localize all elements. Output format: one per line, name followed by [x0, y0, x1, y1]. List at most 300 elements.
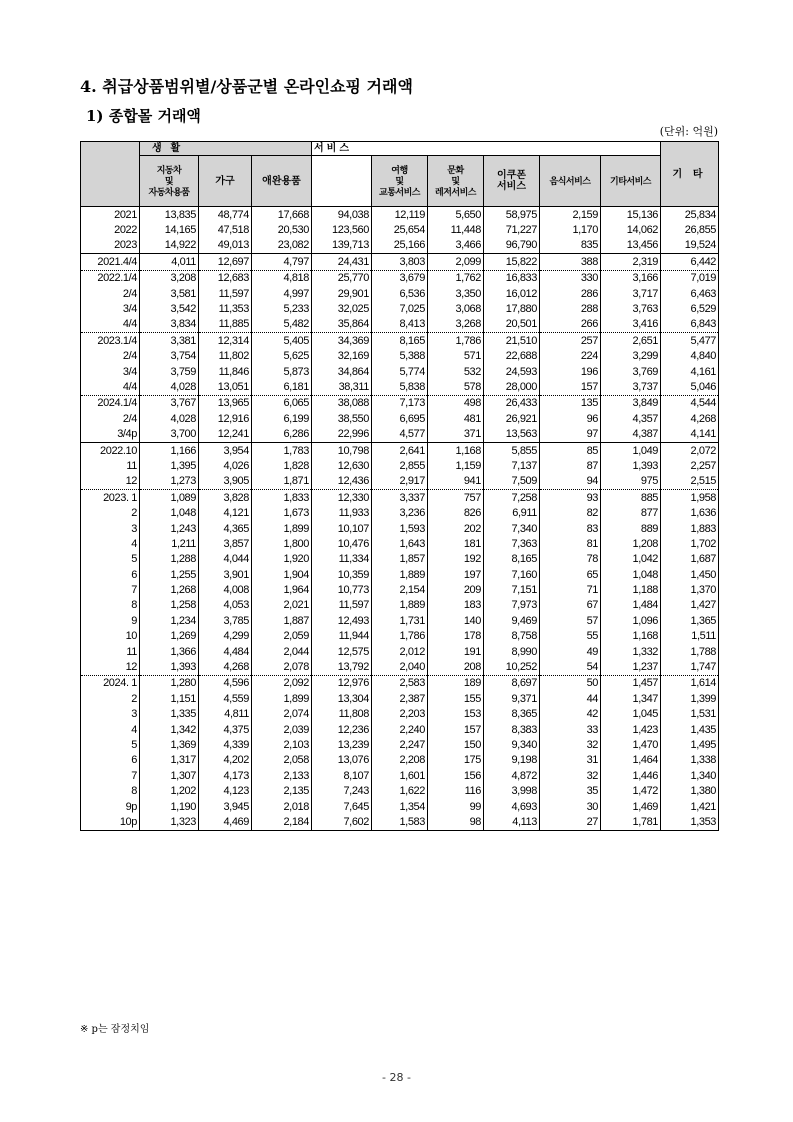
- table-cell: 1,151: [140, 691, 199, 706]
- table-cell: 10,798: [312, 442, 372, 458]
- table-cell: 4,577: [372, 426, 428, 442]
- table-cell: 1,332: [601, 644, 661, 659]
- table-cell: 3,068: [428, 301, 484, 316]
- table-cell: 3,945: [199, 799, 252, 814]
- table-row: [81, 349, 719, 364]
- table-cell: 139,713: [312, 238, 372, 254]
- table-cell: 1,781: [601, 814, 661, 830]
- row-label: 3/4: [81, 301, 140, 316]
- table-cell: 4,202: [199, 753, 252, 768]
- transaction-table: [80, 141, 719, 831]
- table-cell: 71: [540, 582, 601, 597]
- table-cell: 4,141: [661, 426, 719, 442]
- table-cell: 7,019: [661, 270, 719, 286]
- table-cell: 11,885: [199, 317, 252, 333]
- table-cell: 1,472: [601, 783, 661, 798]
- table-cell: 191: [428, 644, 484, 659]
- table-cell: 1,495: [661, 737, 719, 752]
- table-cell: 4,299: [199, 629, 252, 644]
- table-cell: 192: [428, 552, 484, 567]
- table-cell: 7,151: [484, 582, 540, 597]
- table-cell: 25,834: [661, 207, 719, 223]
- table-cell: 6,199: [252, 411, 312, 426]
- page-number: - 28 -: [382, 1071, 411, 1084]
- table-cell: 1,335: [140, 707, 199, 722]
- section-heading: 4. 취급상품범위별/상품군별 온라인쇼핑 거래액: [80, 77, 413, 96]
- table-cell: 1,340: [661, 768, 719, 783]
- table-cell: 7,160: [484, 567, 540, 582]
- table-cell: 12,119: [372, 207, 428, 223]
- table-cell: 38,088: [312, 395, 372, 411]
- table-cell: 1,731: [372, 613, 428, 628]
- table-cell: 2,074: [252, 707, 312, 722]
- table-row: [81, 567, 719, 582]
- table-cell: 4,797: [252, 254, 312, 270]
- row-label: 2/4: [81, 349, 140, 364]
- row-label: 2/4: [81, 411, 140, 426]
- table-cell: 330: [540, 270, 601, 286]
- table-cell: 11,846: [199, 364, 252, 379]
- table-cell: 12,697: [199, 254, 252, 270]
- table-cell: 5,388: [372, 349, 428, 364]
- table-row: [81, 799, 719, 814]
- table-cell: 9,469: [484, 613, 540, 628]
- table-cell: 6,695: [372, 411, 428, 426]
- table-cell: 25,770: [312, 270, 372, 286]
- table-cell: 2,257: [661, 458, 719, 473]
- table-cell: 498: [428, 395, 484, 411]
- table-cell: 2,855: [372, 458, 428, 473]
- table-row: [81, 521, 719, 536]
- table-cell: 4,840: [661, 349, 719, 364]
- col-header-ecoupon: 이쿠폰 서비스: [484, 156, 540, 207]
- table-cell: 38,311: [312, 379, 372, 395]
- col-header-culture: 문화 및 레저서비스: [428, 156, 484, 207]
- subsection-heading: 1) 종합몰 거래액: [86, 107, 201, 125]
- table-cell: 4,173: [199, 768, 252, 783]
- table-cell: 4,044: [199, 552, 252, 567]
- table-cell: 12,916: [199, 411, 252, 426]
- table-cell: 175: [428, 753, 484, 768]
- col-header-furniture: 가구: [199, 156, 252, 207]
- row-label: 9p: [81, 799, 140, 814]
- table-row: [81, 286, 719, 301]
- col-header-pet: 애완용품: [252, 156, 312, 207]
- row-label: 6: [81, 567, 140, 582]
- table-cell: 1,469: [601, 799, 661, 814]
- table-cell: 4,339: [199, 737, 252, 752]
- table-cell: 1,168: [601, 629, 661, 644]
- table-cell: 4,997: [252, 286, 312, 301]
- table-cell: 1,188: [601, 582, 661, 597]
- table-cell: 4,872: [484, 768, 540, 783]
- row-label: 11: [81, 458, 140, 473]
- table-cell: 78: [540, 552, 601, 567]
- table-cell: 1,393: [140, 659, 199, 675]
- table-cell: 3,998: [484, 783, 540, 798]
- table-cell: 571: [428, 349, 484, 364]
- row-label: 2021.4/4: [81, 254, 140, 270]
- row-label: 5: [81, 552, 140, 567]
- table-cell: 11,944: [312, 629, 372, 644]
- table-cell: 14,922: [140, 238, 199, 254]
- table-row: [81, 254, 719, 270]
- table-cell: 224: [540, 349, 601, 364]
- table-cell: 49,013: [199, 238, 252, 254]
- table-cell: 150: [428, 737, 484, 752]
- table-cell: 8,990: [484, 644, 540, 659]
- unit-label: (단위: 억원): [659, 125, 718, 138]
- table-row: [81, 270, 719, 286]
- table-cell: 1,421: [661, 799, 719, 814]
- table-cell: 13,456: [601, 238, 661, 254]
- table-cell: 10,107: [312, 521, 372, 536]
- table-cell: 1,166: [140, 442, 199, 458]
- table-cell: 14,062: [601, 222, 661, 237]
- row-label: 2023.1/4: [81, 333, 140, 349]
- table-cell: 3,785: [199, 613, 252, 628]
- table-cell: 1,833: [252, 490, 312, 506]
- table-cell: 885: [601, 490, 661, 506]
- table-cell: 1,048: [601, 567, 661, 582]
- table-cell: 87: [540, 458, 601, 473]
- table-cell: 1,747: [661, 659, 719, 675]
- table-cell: 135: [540, 395, 601, 411]
- table-cell: 1,889: [372, 598, 428, 613]
- table-cell: 4,028: [140, 379, 199, 395]
- table-cell: 13,076: [312, 753, 372, 768]
- table-cell: 1,354: [372, 799, 428, 814]
- table-cell: 13,051: [199, 379, 252, 395]
- table-cell: 1,268: [140, 582, 199, 597]
- table-cell: 34,369: [312, 333, 372, 349]
- table-cell: 4,811: [199, 707, 252, 722]
- row-label: 8: [81, 783, 140, 798]
- table-cell: 25,166: [372, 238, 428, 254]
- table-cell: 116: [428, 783, 484, 798]
- table-cell: 29,901: [312, 286, 372, 301]
- table-cell: 1,783: [252, 442, 312, 458]
- table-body: [81, 207, 719, 831]
- table-cell: 2,135: [252, 783, 312, 798]
- table-cell: 4,387: [601, 426, 661, 442]
- table-cell: 32,025: [312, 301, 372, 316]
- table-cell: 578: [428, 379, 484, 395]
- table-cell: 10,773: [312, 582, 372, 597]
- table-cell: 1,762: [428, 270, 484, 286]
- row-label: 5: [81, 737, 140, 752]
- table-cell: 6,442: [661, 254, 719, 270]
- table-cell: 197: [428, 567, 484, 582]
- table-cell: 1,702: [661, 536, 719, 551]
- table-cell: 49: [540, 644, 601, 659]
- table-cell: 877: [601, 505, 661, 520]
- table-cell: 1,464: [601, 753, 661, 768]
- table-cell: 209: [428, 582, 484, 597]
- table-cell: 5,405: [252, 333, 312, 349]
- table-cell: 2,515: [661, 474, 719, 490]
- table-cell: 2,012: [372, 644, 428, 659]
- table-cell: 32: [540, 737, 601, 752]
- table-cell: 371: [428, 426, 484, 442]
- table-cell: 4,469: [199, 814, 252, 830]
- row-label: 4/4: [81, 379, 140, 395]
- table-cell: 38,550: [312, 411, 372, 426]
- table-cell: 1,045: [601, 707, 661, 722]
- table-cell: 4,161: [661, 364, 719, 379]
- table-cell: 155: [428, 691, 484, 706]
- table-cell: 157: [428, 722, 484, 737]
- table-cell: 35: [540, 783, 601, 798]
- table-cell: 11,334: [312, 552, 372, 567]
- table-cell: 44: [540, 691, 601, 706]
- row-label: 9: [81, 613, 140, 628]
- table-row: [81, 629, 719, 644]
- table-cell: 11,802: [199, 349, 252, 364]
- table-cell: 10,359: [312, 567, 372, 582]
- table-cell: 96,790: [484, 238, 540, 254]
- table-cell: 1,883: [661, 521, 719, 536]
- table-cell: 9,340: [484, 737, 540, 752]
- col-header-travel: 여행 및 교통서비스: [372, 156, 428, 207]
- table-cell: 1,673: [252, 505, 312, 520]
- table-cell: 1,370: [661, 582, 719, 597]
- group-header-living: 생 활: [140, 142, 312, 156]
- table-cell: 26,433: [484, 395, 540, 411]
- table-cell: 3,581: [140, 286, 199, 301]
- table-cell: 6,529: [661, 301, 719, 316]
- table-cell: 3,350: [428, 286, 484, 301]
- table-cell: 1,800: [252, 536, 312, 551]
- table-cell: 1,048: [140, 505, 199, 520]
- table-cell: 23,082: [252, 238, 312, 254]
- table-cell: 1,342: [140, 722, 199, 737]
- table-cell: 1,049: [601, 442, 661, 458]
- row-label: 4: [81, 722, 140, 737]
- table-row: [81, 364, 719, 379]
- table-cell: 11,933: [312, 505, 372, 520]
- table-cell: 71,227: [484, 222, 540, 237]
- table-cell: 4,544: [661, 395, 719, 411]
- table-cell: 2,103: [252, 737, 312, 752]
- table-cell: 8,413: [372, 317, 428, 333]
- table-cell: 26,855: [661, 222, 719, 237]
- table-cell: 99: [428, 799, 484, 814]
- table-cell: 4,123: [199, 783, 252, 798]
- table-cell: 2,133: [252, 768, 312, 783]
- table-cell: 94,038: [312, 207, 372, 223]
- table-cell: 1,457: [601, 675, 661, 691]
- table-cell: 6,065: [252, 395, 312, 411]
- table-cell: 32,169: [312, 349, 372, 364]
- table-cell: 1,393: [601, 458, 661, 473]
- table-cell: 10,252: [484, 659, 540, 675]
- table-cell: 2,203: [372, 707, 428, 722]
- table-cell: 3,901: [199, 567, 252, 582]
- table-cell: 1,622: [372, 783, 428, 798]
- row-label: 2024.1/4: [81, 395, 140, 411]
- table-cell: 1,159: [428, 458, 484, 473]
- table-cell: 12,976: [312, 675, 372, 691]
- table-cell: 1,211: [140, 536, 199, 551]
- table-cell: 2,651: [601, 333, 661, 349]
- row-label: 2: [81, 505, 140, 520]
- table-cell: 835: [540, 238, 601, 254]
- table-cell: 3,466: [428, 238, 484, 254]
- table-cell: 286: [540, 286, 601, 301]
- table-cell: 196: [540, 364, 601, 379]
- table-cell: 181: [428, 536, 484, 551]
- table-cell: 6,181: [252, 379, 312, 395]
- table-cell: 941: [428, 474, 484, 490]
- table-cell: 5,873: [252, 364, 312, 379]
- table-row: [81, 395, 719, 411]
- table-cell: 2,917: [372, 474, 428, 490]
- row-label: 12: [81, 659, 140, 675]
- table-cell: 6,536: [372, 286, 428, 301]
- table-cell: 12,330: [312, 490, 372, 506]
- table-cell: 31: [540, 753, 601, 768]
- table-cell: 13,304: [312, 691, 372, 706]
- table-cell: 288: [540, 301, 601, 316]
- table-cell: 10,476: [312, 536, 372, 551]
- table-cell: 48,774: [199, 207, 252, 223]
- table-cell: 140: [428, 613, 484, 628]
- table-row: [81, 644, 719, 659]
- table-cell: 1,042: [601, 552, 661, 567]
- table-cell: 3,299: [601, 349, 661, 364]
- table-cell: 7,602: [312, 814, 372, 830]
- table-cell: 7,025: [372, 301, 428, 316]
- table-cell: 3,763: [601, 301, 661, 316]
- row-label: 3: [81, 707, 140, 722]
- table-cell: 2,208: [372, 753, 428, 768]
- table-cell: 35,864: [312, 317, 372, 333]
- table-cell: 13,563: [484, 426, 540, 442]
- table-cell: 20,501: [484, 317, 540, 333]
- table-cell: 7,173: [372, 395, 428, 411]
- table-cell: 1,643: [372, 536, 428, 551]
- table-cell: 183: [428, 598, 484, 613]
- table-cell: 13,792: [312, 659, 372, 675]
- table-cell: 156: [428, 768, 484, 783]
- table-cell: 8,697: [484, 675, 540, 691]
- table-cell: 34,864: [312, 364, 372, 379]
- header-corner: [81, 142, 140, 207]
- table-cell: 1,243: [140, 521, 199, 536]
- row-label: 2023. 1: [81, 490, 140, 506]
- table-cell: 4,008: [199, 582, 252, 597]
- table-row: [81, 582, 719, 597]
- table-cell: 8,107: [312, 768, 372, 783]
- table-cell: 7,363: [484, 536, 540, 551]
- table-row: [81, 490, 719, 506]
- table-cell: 9,371: [484, 691, 540, 706]
- table-cell: 12,575: [312, 644, 372, 659]
- table-cell: 1,889: [372, 567, 428, 582]
- table-cell: 4,818: [252, 270, 312, 286]
- row-label: 7: [81, 582, 140, 597]
- table-row: [81, 505, 719, 520]
- table-cell: 30: [540, 799, 601, 814]
- table-cell: 14,165: [140, 222, 199, 237]
- table-cell: 96: [540, 411, 601, 426]
- table-cell: 57: [540, 613, 601, 628]
- table-cell: 3,542: [140, 301, 199, 316]
- table-cell: 2,240: [372, 722, 428, 737]
- table-cell: 1,366: [140, 644, 199, 659]
- table-row: [81, 737, 719, 752]
- table-cell: 58,975: [484, 207, 540, 223]
- table-cell: 16,012: [484, 286, 540, 301]
- table-cell: 98: [428, 814, 484, 830]
- table-cell: 8,758: [484, 629, 540, 644]
- table-cell: 19,524: [661, 238, 719, 254]
- table-cell: 2,059: [252, 629, 312, 644]
- table-cell: 4,357: [601, 411, 661, 426]
- table-cell: 153: [428, 707, 484, 722]
- table-cell: 5,477: [661, 333, 719, 349]
- table-cell: 28,000: [484, 379, 540, 395]
- table-cell: 3,166: [601, 270, 661, 286]
- table-cell: 4,011: [140, 254, 199, 270]
- row-label: 8: [81, 598, 140, 613]
- row-label: 2023: [81, 238, 140, 254]
- table-row: [81, 814, 719, 830]
- table-row: [81, 379, 719, 395]
- table-cell: 27: [540, 814, 601, 830]
- table-cell: 4,596: [199, 675, 252, 691]
- table-cell: 1,871: [252, 474, 312, 490]
- table-cell: 3,236: [372, 505, 428, 520]
- table-cell: 83: [540, 521, 601, 536]
- table-cell: 3,717: [601, 286, 661, 301]
- table-cell: 3,857: [199, 536, 252, 551]
- table-row: [81, 768, 719, 783]
- table-cell: 1,096: [601, 613, 661, 628]
- table-cell: 1,280: [140, 675, 199, 691]
- table-cell: 2,583: [372, 675, 428, 691]
- table-row: [81, 536, 719, 551]
- table-row: [81, 207, 719, 223]
- row-label: 6: [81, 753, 140, 768]
- table-cell: 11,597: [199, 286, 252, 301]
- table-cell: 1,234: [140, 613, 199, 628]
- table-cell: 1,435: [661, 722, 719, 737]
- table-row: [81, 442, 719, 458]
- table-cell: 22,688: [484, 349, 540, 364]
- table-cell: 5,774: [372, 364, 428, 379]
- table-cell: 11,808: [312, 707, 372, 722]
- table-cell: 1,237: [601, 659, 661, 675]
- row-label: 10p: [81, 814, 140, 830]
- table-cell: 5,482: [252, 317, 312, 333]
- table-cell: 5,650: [428, 207, 484, 223]
- table-cell: 3,834: [140, 317, 199, 333]
- table-cell: 1,687: [661, 552, 719, 567]
- table-cell: 1,208: [601, 536, 661, 551]
- table-cell: 3,767: [140, 395, 199, 411]
- table-cell: 4,026: [199, 458, 252, 473]
- table-cell: 1,583: [372, 814, 428, 830]
- table-cell: 3,737: [601, 379, 661, 395]
- table-cell: 3,905: [199, 474, 252, 490]
- table-cell: 1,395: [140, 458, 199, 473]
- table-cell: 1,089: [140, 490, 199, 506]
- table-cell: 1,531: [661, 707, 719, 722]
- row-label: 3: [81, 521, 140, 536]
- row-label: 2024. 1: [81, 675, 140, 691]
